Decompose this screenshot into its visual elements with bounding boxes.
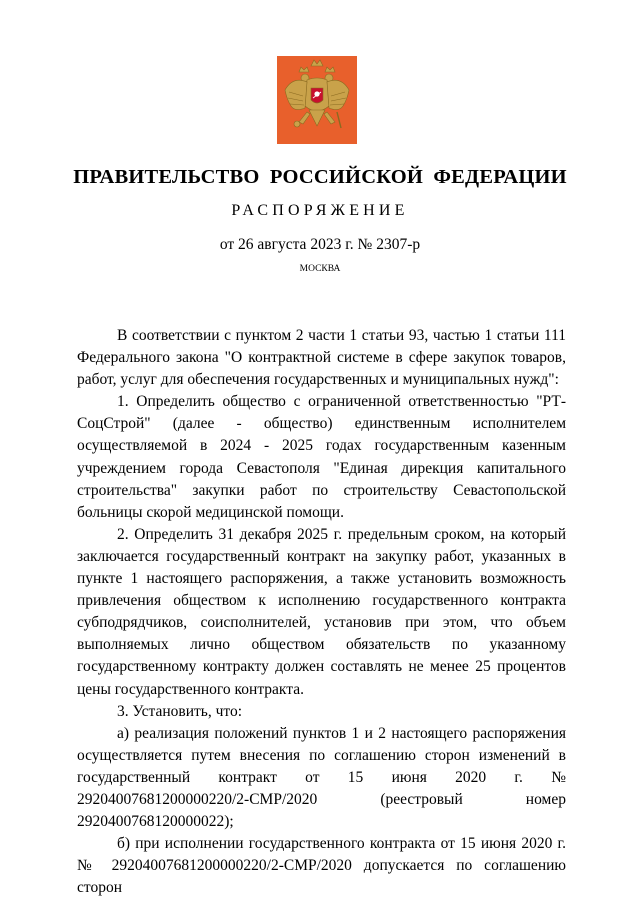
russian-coat-of-arms-icon	[277, 56, 357, 144]
government-title: ПРАВИТЕЛЬСТВО РОССИЙСКОЙ ФЕДЕРАЦИИ	[73, 166, 567, 188]
clause-3a-paragraph: а) реализация положений пунктов 1 и 2 настоящего распоряжения осуществляется путем внесения по соглашению сторон изменений в государственный контракт от 15 июня 2020 г. № 29204007681200000220/2-СМР/2020 (реестровый номер 2920400768120000022);	[77, 724, 566, 831]
document-body	[77, 325, 566, 899]
document-date-number: от 26 августа 2023 г. № 2307-р	[219, 236, 421, 253]
clause-3b-paragraph: б) при исполнении государственного контракта от 15 июня 2020 г. № 29204007681200000220/2-СМР/2020 допускается по соглашению сторон	[77, 835, 566, 897]
clause-3-paragraph: 3. Установить, что:	[117, 702, 243, 720]
clause-2-paragraph: 2. Определить 31 декабря 2025 г. предельным сроком, на который заключается государственный контракт на закупку работ, указанных в пункте 1 настоящего распоряжения, а также установить возможность привлечения обществом к исполнению государственного контракта субподрядчиков, соисполнителей, установив при этом, что объем выполняемых лично обществом обязательств по указанному государственному контракту должен составлять не менее 25 процентов цены государственного контракта.	[77, 525, 566, 698]
preamble-paragraph: В соответствии с пунктом 2 части 1 статьи 93, частью 1 статьи 111 Федерального закона "О контрактной системе в сфере закупок товаров, работ, услуг для обеспечения государственных и муниципальных нужд":	[77, 327, 566, 389]
document-type: РАСПОРЯЖЕНИЕ	[231, 202, 409, 219]
document-city: МОСКВА	[299, 264, 341, 274]
clause-1-paragraph: 1. Определить общество с ограниченной ответственностью "РТ-СоцСтрой" (далее - общество) единственным исполнителем осуществляемой в 2024 - 2025 годах государственным казенным учреждением города Севастополя "Единая дирекция капитального строительства" закупки работ по строительству Севастопольской больницы скорой медицинской помощи.	[77, 393, 566, 521]
state-emblem	[277, 56, 357, 144]
